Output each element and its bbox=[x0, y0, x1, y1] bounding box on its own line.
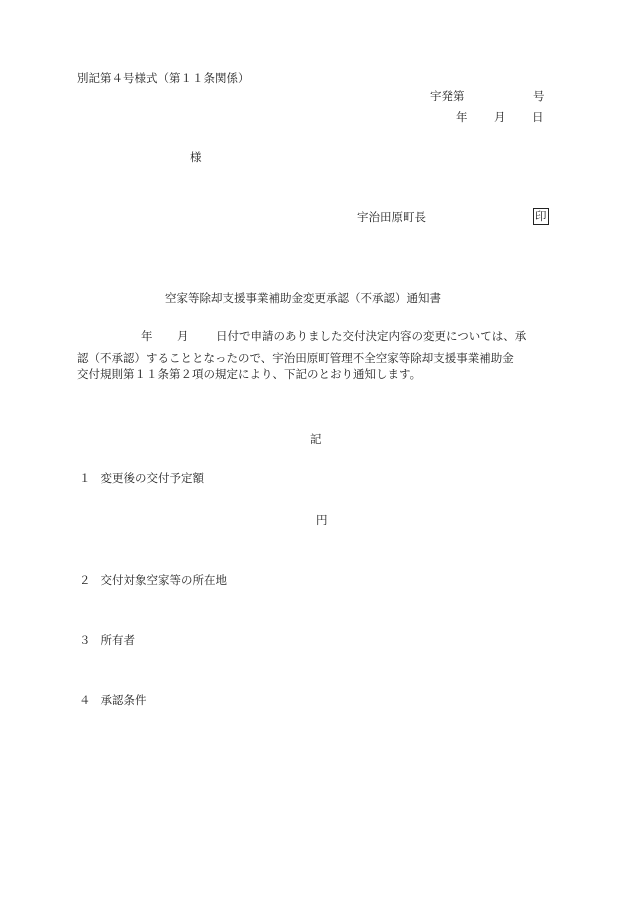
item-number: ４ bbox=[79, 693, 91, 707]
form-label: 別記第４号様式（第１１条関係） bbox=[77, 71, 250, 85]
body-line2: 認（不承認）することとなったので、宇治田原町管理不全空家等除却支援事業補助金 bbox=[77, 351, 514, 365]
body-line3: 交付規則第１１条第２項の規定により、下記のとおり通知します。 bbox=[77, 367, 422, 381]
item-number: １ bbox=[79, 471, 91, 485]
item-number: ３ bbox=[79, 633, 91, 647]
date-month: 月 bbox=[494, 110, 506, 124]
item-2 bbox=[79, 572, 227, 588]
body-line1-rest: 日付で申請のありました交付決定内容の変更については、承 bbox=[216, 329, 527, 343]
item-4 bbox=[79, 692, 147, 708]
sender-name: 宇治田原町長 bbox=[357, 210, 426, 224]
body-year: 年 bbox=[141, 329, 153, 343]
date-year: 年 bbox=[456, 110, 468, 124]
body-month: 月 bbox=[177, 329, 189, 343]
seal-mark: 印 bbox=[535, 209, 547, 223]
body-paragraph bbox=[77, 328, 555, 382]
document-title: 空家等除却支援事業補助金変更承認（不承認）通知書 bbox=[165, 291, 441, 305]
addressee-suffix: 様 bbox=[190, 150, 202, 164]
item-1 bbox=[79, 470, 204, 486]
item-label: 承認条件 bbox=[100, 693, 147, 707]
sender-seal bbox=[533, 208, 549, 225]
item-label: 変更後の交付予定額 bbox=[100, 471, 204, 485]
doc-number-suffix: 号 bbox=[533, 89, 545, 103]
item-3 bbox=[79, 632, 135, 648]
item-label: 所有者 bbox=[100, 633, 135, 647]
doc-number-prefix: 宇発第 bbox=[430, 89, 465, 103]
date-day: 日 bbox=[532, 110, 544, 124]
item-number: ２ bbox=[79, 573, 91, 587]
ki-heading: 記 bbox=[310, 432, 322, 446]
amount-unit: 円 bbox=[316, 513, 328, 527]
item-label: 交付対象空家等の所在地 bbox=[100, 573, 227, 587]
